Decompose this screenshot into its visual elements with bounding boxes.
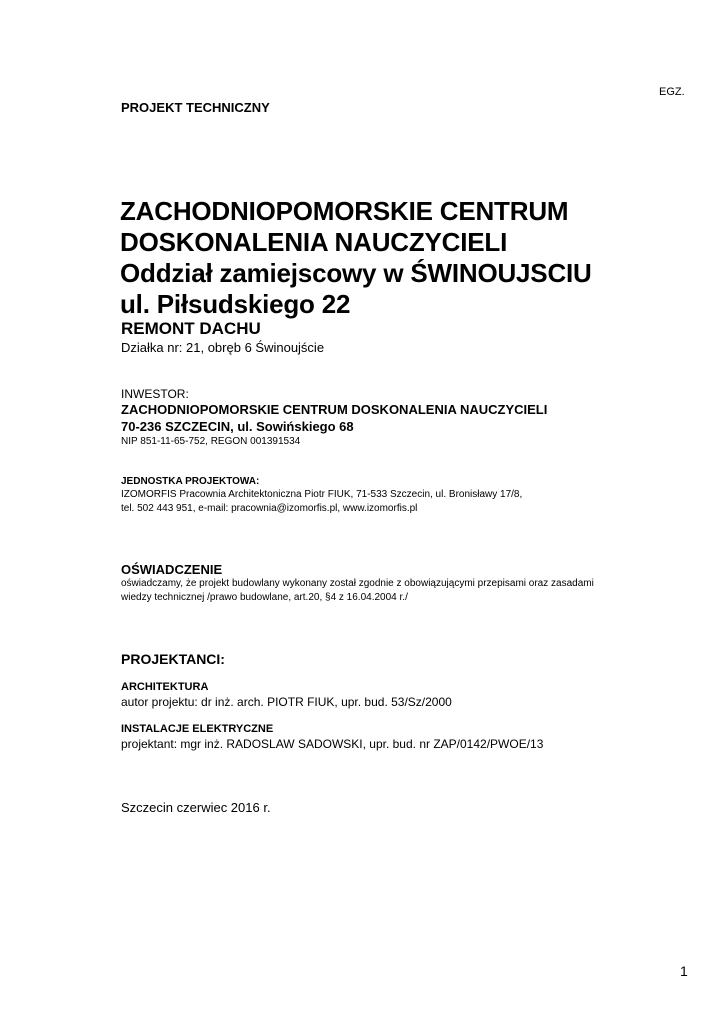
investor-ids: NIP 851-11-65-752, REGON 001391534	[121, 436, 301, 447]
electrical-heading: INSTALACJE ELEKTRYCZNE	[121, 723, 274, 735]
title-line-1: ZACHODNIOPOMORSKIE CENTRUM	[120, 196, 569, 226]
copy-mark: EGZ.	[659, 86, 685, 98]
investor-name: ZACHODNIOPOMORSKIE CENTRUM DOSKONALENIA NAUCZYCIELI	[121, 402, 548, 417]
design-unit-line-1: IZOMORFIS Pracownia Architektoniczna Piotr FIUK, 71-533 Szczecin, ul. Bronisławy 17/8,	[121, 489, 523, 500]
designers-heading: PROJEKTANCI:	[121, 651, 225, 667]
plot-info: Działka nr: 21, obręb 6 Świnoujście	[121, 340, 325, 355]
architecture-designer: autor projektu: dr inż. arch. PIOTR FIUK, upr. bud. 53/Sz/2000	[121, 695, 452, 709]
investor-address: 70-236 SZCZECIN, ul. Sowińskiego 68	[121, 419, 354, 434]
page-number: 1	[680, 963, 688, 979]
design-unit-line-2: tel. 502 443 951, e-mail: pracownia@izomorfis.pl, www.izomorfis.pl	[121, 503, 418, 514]
electrical-designer: projektant: mgr inż. RADOSLAW SADOWSKI, upr. bud. nr ZAP/0142/PWOE/13	[121, 737, 544, 751]
document-type: PROJEKT TECHNICZNY	[121, 100, 270, 115]
investor-label: INWESTOR:	[121, 387, 189, 401]
title-line-3: Oddział zamiejscowy w ŚWINOUJSCIU	[120, 258, 592, 288]
declaration-heading: OŚWIADCZENIE	[121, 562, 223, 577]
place-date: Szczecin czerwiec 2016 r.	[121, 800, 271, 815]
declaration-line-1: oświadczamy, że projekt budowlany wykonany został zgodnie z obowiązującymi przepisami oraz zasadami	[121, 578, 594, 589]
title-line-4: ul. Piłsudskiego 22	[120, 289, 351, 319]
title-line-2: DOSKONALENIA NAUCZYCIELI	[120, 227, 508, 257]
project-subtitle: REMONT DACHU	[121, 319, 261, 338]
design-unit-label: JEDNOSTKA PROJEKTOWA:	[121, 476, 260, 487]
architecture-heading: ARCHITEKTURA	[121, 681, 209, 693]
declaration-line-2: wiedzy technicznej /prawo budowlane, art.20, §4 z 16.04.2004 r./	[121, 592, 408, 603]
